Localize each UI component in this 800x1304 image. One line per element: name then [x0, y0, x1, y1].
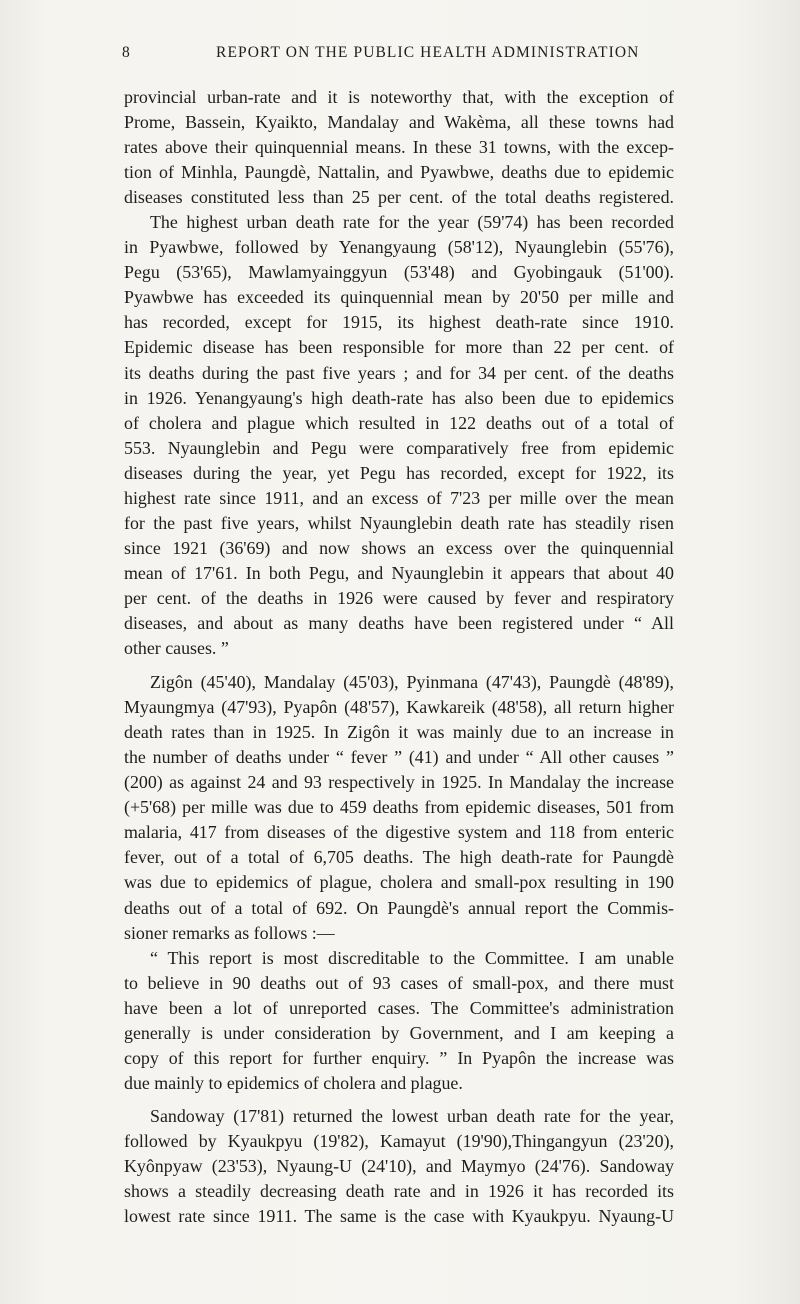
text-line: provincial urban-rate and it is noteworthy that, with the exception of: [124, 87, 674, 107]
text-line: of cholera and plague which resulted in 122 deaths out of a total of: [124, 412, 674, 433]
text-line: diseases, and about as many deaths have been registered under “ All: [124, 612, 674, 633]
text-line: shows a steadily decreasing death rate and in 1926 it has recorded its: [124, 1181, 674, 1202]
text-line: due mainly to epidemics of cholera and plague.: [124, 1072, 463, 1093]
text-line: have been a lot of unreported cases. The Committee's administration: [124, 997, 674, 1018]
text-line: lowest rate since 1911. The same is the case with Kyaukpyu. Nyaung-U: [124, 1206, 674, 1227]
page-header: [122, 44, 682, 68]
text-line: per cent. of the deaths in 1926 were caused by fever and respiratory: [124, 587, 674, 608]
paragraph-gap: [124, 1096, 674, 1104]
text-line: has recorded, except for 1915, its highest death-rate since 1910.: [124, 312, 674, 333]
running-title: REPORT ON THE PUBLIC HEALTH ADMINISTRATION: [216, 44, 640, 61]
text-line: highest rate since 1911, and an excess of 7'23 per mille over the mean: [124, 487, 674, 508]
text-line: diseases constituted less than 25 per cent. of the total deaths registered.: [124, 187, 674, 208]
text-line: generally is under consideration by Government, and I am keeping a: [124, 1022, 674, 1043]
text-line: The highest urban death rate for the year (59'74) has been recorded: [150, 212, 674, 233]
text-line: Zigôn (45'40), Mandalay (45'03), Pyinmana (47'43), Paungdè (48'89),: [150, 672, 674, 693]
text-line: sioner remarks as follows :—: [124, 922, 335, 943]
paragraph-1: [124, 85, 674, 661]
text-line: “ This report is most discreditable to the Committee. I am unable: [150, 947, 674, 968]
text-line: Pegu (53'65), Mawlamyainggyun (53'48) and Gyobingauk (51'00).: [124, 262, 674, 283]
text-line: diseases during the year, yet Pegu has recorded, except for 1922, its: [124, 462, 674, 483]
text-line: (+5'68) per mille was due to 459 deaths from epidemic diseases, 501 from: [124, 797, 674, 818]
text-line: fever, out of a total of 6,705 deaths. The high death-rate for Paungdè: [124, 847, 674, 868]
text-line: Myaungmya (47'93), Pyapôn (48'57), Kawkareik (48'58), all return higher: [124, 697, 674, 718]
text-line: other causes. ”: [124, 638, 229, 659]
paragraph-gap: [124, 661, 674, 670]
page-number: 8: [122, 44, 131, 61]
text-line: its deaths during the past five years ; and for 34 per cent. of the deaths: [124, 362, 674, 383]
text-line: death rates than in 1925. In Zigôn it was mainly due to an increase in: [124, 722, 674, 743]
text-line: since 1921 (36'69) and now shows an excess over the quinquennial: [124, 537, 674, 558]
text-line: the number of deaths under “ fever ” (41) and under “ All other causes ”: [124, 747, 674, 768]
text-line: in 1926. Yenangyaung's high death-rate has also been due to epidemics: [124, 387, 674, 408]
text-line: Epidemic disease has been responsible for more than 22 per cent. of: [124, 337, 674, 358]
text-line: copy of this report for further enquiry. ” In Pyapôn the increase was: [124, 1047, 674, 1068]
text-line: to believe in 90 deaths out of 93 cases of small-pox, and there must: [124, 972, 674, 993]
text-line: Kyônpyaw (23'53), Nyaung-U (24'10), and Maymyo (24'76). Sandoway: [124, 1155, 674, 1176]
paragraph-4: [124, 1104, 674, 1229]
text-line: deaths out of a total of 692. On Paungdè's annual report the Commis-: [124, 897, 674, 918]
paragraph-2: [124, 670, 674, 946]
text-line: Pyawbwe has exceeded its quinquennial mean by 20'50 per mille and: [124, 287, 674, 308]
body-text: [124, 85, 674, 1229]
text-line: malaria, 417 from diseases of the digestive system and 118 from enteric: [124, 822, 674, 843]
text-line: (200) as against 24 and 93 respectively in 1925. In Mandalay the increase: [124, 772, 674, 793]
text-line: was due to epidemics of plague, cholera and small-pox resulting in 190: [124, 872, 674, 893]
text-line: tion of Minhla, Paungdè, Nattalin, and Pyawbwe, deaths due to epidemic: [124, 162, 674, 183]
text-line: Prome, Bassein, Kyaikto, Mandalay and Wakèma, all these towns had: [124, 112, 674, 133]
paragraph-3: [124, 946, 674, 1096]
text-line: followed by Kyaukpyu (19'82), Kamayut (19'90),Thingangyun (23'20),: [124, 1130, 674, 1151]
text-line: for the past five years, whilst Nyaunglebin death rate has steadily risen: [124, 512, 674, 533]
text-line: in Pyawbwe, followed by Yenangyaung (58'12), Nyaunglebin (55'76),: [124, 237, 674, 258]
text-line: mean of 17'61. In both Pegu, and Nyaunglebin it appears that about 40: [124, 562, 674, 583]
text-line: 553. Nyaunglebin and Pegu were comparatively free from epidemic: [124, 437, 674, 458]
text-line: Sandoway (17'81) returned the lowest urban death rate for the year,: [150, 1105, 674, 1126]
text-line: rates above their quinquennial means. In these 31 towns, with the excep-: [124, 137, 674, 158]
